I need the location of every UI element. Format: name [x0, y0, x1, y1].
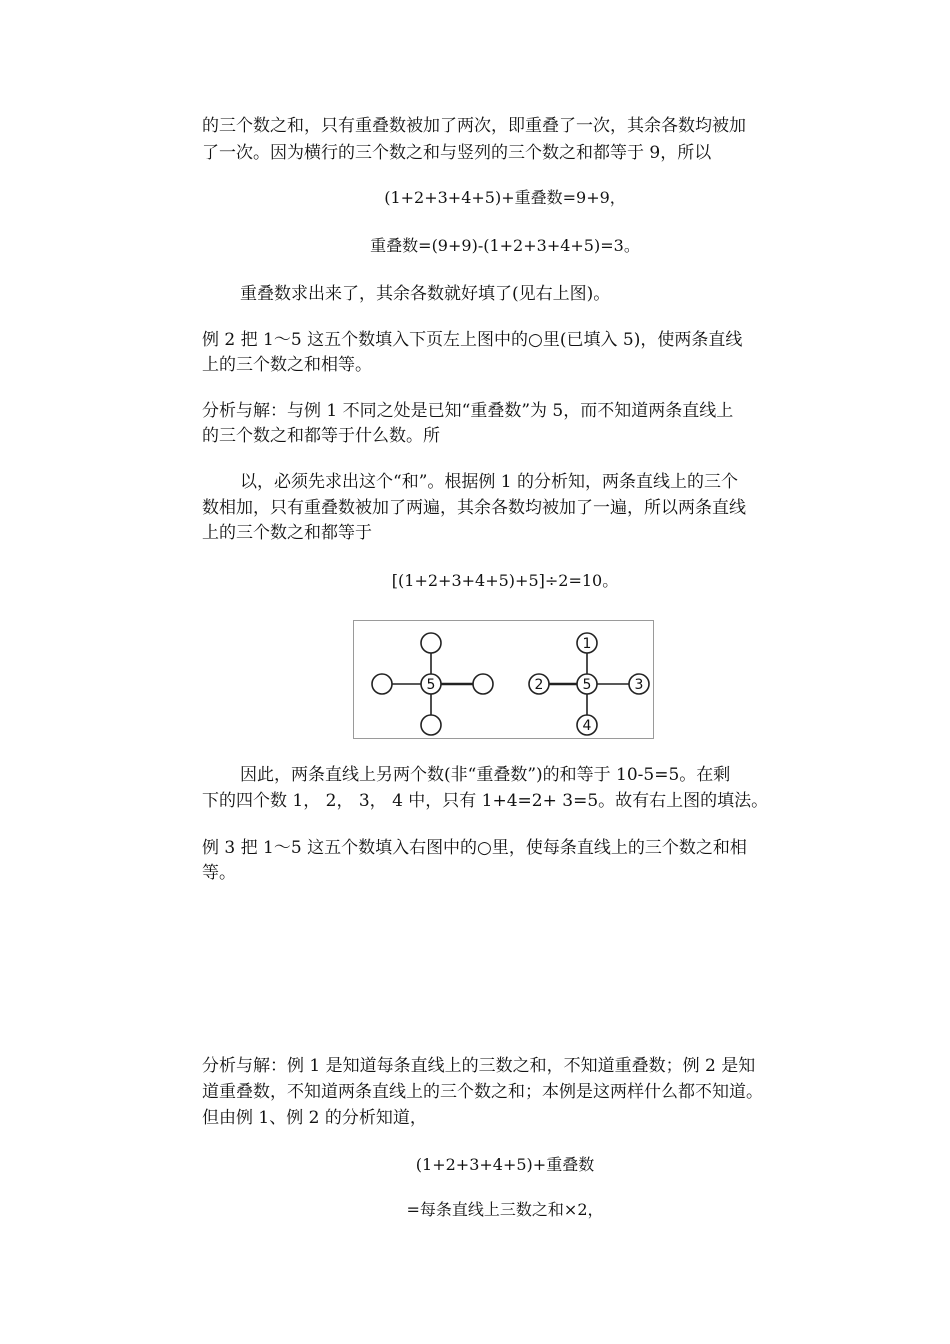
example-2-line-1: 例 2 把 1～5 这五个数填入下页左上图中的○里(已填入 5)，使两条直线	[202, 330, 743, 350]
right-left-number: 2	[534, 677, 544, 693]
paragraph-1-line-1: 的三个数之和，只有重叠数被加了两次，即重叠了一次，其余各数均被加	[202, 116, 746, 136]
right-bottom-number: 4	[582, 718, 592, 734]
left-left-circle	[372, 674, 392, 694]
left-top-circle	[421, 633, 441, 653]
paragraph-3-line-1: 以，必须先求出这个“和”。根据例 1 的分析知，两条直线上的三个	[240, 472, 739, 492]
paragraph-4-line-1: 因此，两条直线上另两个数(非“重叠数”)的和等于 10-5=5。在剩	[240, 765, 731, 785]
equation-1: (1+2+3+4+5)+重叠数=9+9，	[384, 188, 626, 207]
right-right-number: 3	[634, 677, 644, 693]
right-center-number: 5	[582, 677, 592, 693]
left-right-circle	[473, 674, 493, 694]
left-bottom-circle	[421, 715, 441, 735]
left-center-number: 5	[426, 677, 436, 693]
equation-4: (1+2+3+4+5)+重叠数	[415, 1155, 595, 1174]
right-top-number: 1	[582, 636, 592, 652]
equation-2: 重叠数=(9+9)-(1+2+3+4+5)=3。	[370, 236, 640, 255]
analysis-2-line-2: 的三个数之和都等于什么数。所	[202, 426, 440, 446]
paragraph-3-line-2: 数相加，只有重叠数被加了两遍，其余各数均被加了一遍，所以两条直线	[202, 498, 746, 518]
paragraph-1-line-2: 了一次。因为横行的三个数之和与竖列的三个数之和都等于 9，所以	[202, 143, 712, 163]
analysis-3-line-2: 道重叠数，不知道两条直线上的三个数之和；本例是这两样什么都不知道。	[202, 1082, 763, 1102]
paragraph-3-line-3: 上的三个数之和都等于	[202, 523, 372, 543]
cross-diagram-figure	[353, 620, 654, 739]
analysis-3-line-1: 分析与解：例 1 是知道每条直线上的三数之和，不知道重叠数；例 2 是知	[202, 1056, 756, 1076]
paragraph-2: 重叠数求出来了，其余各数就好填了(见右上图)。	[240, 284, 611, 304]
example-2-line-2: 上的三个数之和相等。	[202, 355, 372, 375]
paragraph-4-line-2: 下的四个数 1， 2， 3， 4 中，只有 1+4=2+ 3=5。故有右上图的填法。	[202, 791, 769, 811]
example-3-line-1: 例 3 把 1～5 这五个数填入右图中的○里，使每条直线上的三个数之和相	[202, 838, 747, 858]
equation-5: =每条直线上三数之和×2，	[406, 1200, 604, 1219]
equation-3: [(1+2+3+4+5)+5]÷2=10。	[391, 571, 619, 590]
analysis-2-line-1: 分析与解：与例 1 不同之处是已知“重叠数”为 5，而不知道两条直线上	[202, 401, 734, 421]
analysis-3-line-3: 但由例 1、例 2 的分析知道，	[202, 1108, 427, 1128]
example-3-line-2: 等。	[202, 863, 236, 883]
